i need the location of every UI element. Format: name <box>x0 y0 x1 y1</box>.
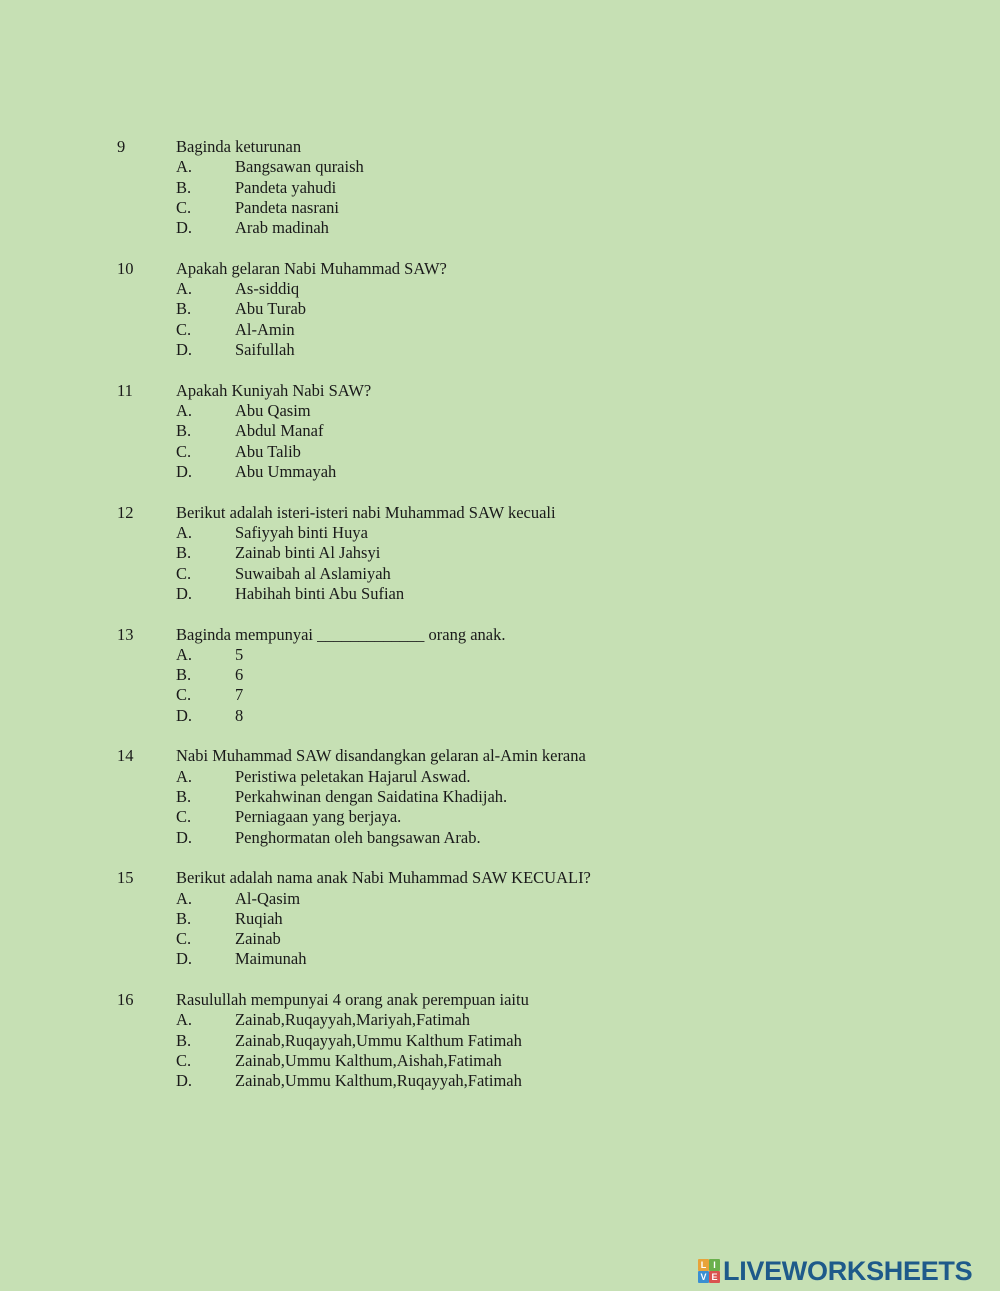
option-letter: B. <box>176 665 192 685</box>
option-a[interactable] <box>0 645 1000 665</box>
question-line <box>0 503 1000 523</box>
question-number: 13 <box>117 624 134 644</box>
option-letter: B. <box>176 177 192 197</box>
question-line <box>0 381 1000 401</box>
option-letter: C. <box>176 1051 192 1071</box>
option-c[interactable] <box>0 442 1000 462</box>
option-text: 7 <box>235 685 244 705</box>
option-text: Abdul Manaf <box>235 421 324 441</box>
question-line <box>0 625 1000 645</box>
option-b[interactable] <box>0 543 1000 563</box>
option-text: Pandeta yahudi <box>235 177 337 197</box>
option-a[interactable] <box>0 889 1000 909</box>
question-number: 16 <box>117 990 134 1010</box>
option-text: Zainab,Ummu Kalthum,Aishah,Fatimah <box>235 1051 502 1071</box>
option-text: Arab madinah <box>235 218 329 238</box>
option-text: 8 <box>235 705 244 725</box>
option-a[interactable] <box>0 1010 1000 1030</box>
option-d[interactable] <box>0 584 1000 604</box>
option-a[interactable] <box>0 767 1000 787</box>
question-text: Nabi Muhammad SAW disandangkan gelaran al-Amin kerana <box>176 746 586 766</box>
option-d[interactable] <box>0 340 1000 360</box>
option-a[interactable] <box>0 279 1000 299</box>
option-text: Pandeta nasrani <box>235 197 340 217</box>
question-15 <box>0 868 1000 969</box>
liveworksheets-logo[interactable] <box>698 1256 972 1286</box>
question-11 <box>0 381 1000 482</box>
option-b[interactable] <box>0 665 1000 685</box>
logo-icon-letter-e: E <box>709 1271 720 1283</box>
question-13 <box>0 625 1000 726</box>
option-letter: B. <box>176 1030 192 1050</box>
logo-icon-letter-i: I <box>709 1259 720 1271</box>
option-b[interactable] <box>0 787 1000 807</box>
question-number: 14 <box>117 746 134 766</box>
option-d[interactable] <box>0 462 1000 482</box>
option-letter: C. <box>176 197 192 217</box>
question-line <box>0 259 1000 279</box>
option-letter: D. <box>176 949 193 969</box>
option-text: Peristiwa peletakan Hajarul Aswad. <box>235 766 471 786</box>
option-letter: A. <box>176 157 193 177</box>
option-letter: D. <box>176 583 193 603</box>
option-letter: B. <box>176 543 192 563</box>
question-14 <box>0 746 1000 847</box>
option-d[interactable] <box>0 706 1000 726</box>
option-b[interactable] <box>0 178 1000 198</box>
option-text: Habihah binti Abu Sufian <box>235 583 405 603</box>
option-letter: C. <box>176 685 192 705</box>
option-letter: D. <box>176 1071 193 1091</box>
question-9 <box>0 137 1000 238</box>
option-letter: B. <box>176 421 192 441</box>
option-d[interactable] <box>0 218 1000 238</box>
question-12 <box>0 503 1000 604</box>
question-line <box>0 990 1000 1010</box>
option-text: Maimunah <box>235 949 307 969</box>
option-text: As-siddiq <box>235 279 300 299</box>
question-line <box>0 868 1000 888</box>
option-letter: A. <box>176 888 193 908</box>
logo-text: LIVEWORKSHEETS <box>723 1255 973 1286</box>
option-text: Zainab,Ummu Kalthum,Ruqayyah,Fatimah <box>235 1071 522 1091</box>
option-letter: A. <box>176 522 193 542</box>
option-a[interactable] <box>0 401 1000 421</box>
option-text: Al-Qasim <box>235 888 301 908</box>
option-text: 6 <box>235 665 244 685</box>
question-text: Baginda keturunan <box>176 137 302 156</box>
option-c[interactable] <box>0 685 1000 705</box>
option-text: 5 <box>235 644 244 664</box>
question-number: 9 <box>117 137 126 156</box>
option-letter: C. <box>176 563 192 583</box>
question-text: Apakah gelaran Nabi Muhammad SAW? <box>176 258 447 278</box>
option-text: Abu Turab <box>235 299 307 319</box>
question-number: 11 <box>117 380 133 400</box>
option-text: Safiyyah binti Huya <box>235 522 368 542</box>
option-b[interactable] <box>0 299 1000 319</box>
option-text: Saifullah <box>235 340 295 360</box>
question-text: Apakah Kuniyah Nabi SAW? <box>176 380 372 400</box>
question-line <box>0 746 1000 766</box>
option-c[interactable] <box>0 929 1000 949</box>
option-text: Zainab,Ruqayyah,Mariyah,Fatimah <box>235 1010 471 1030</box>
option-b[interactable] <box>0 421 1000 441</box>
logo-icon-letter-l: L <box>698 1259 709 1271</box>
option-letter: A. <box>176 1010 193 1030</box>
option-c[interactable] <box>0 198 1000 218</box>
option-text: Bangsawan quraish <box>235 157 364 177</box>
option-letter: C. <box>176 929 192 949</box>
option-letter: A. <box>176 766 193 786</box>
option-d[interactable] <box>0 828 1000 848</box>
option-c[interactable] <box>0 320 1000 340</box>
logo-icon-letter-v: V <box>698 1271 709 1283</box>
option-d[interactable] <box>0 1071 1000 1091</box>
option-b[interactable] <box>0 909 1000 929</box>
option-text: Ruqiah <box>235 908 283 928</box>
option-letter: C. <box>176 441 192 461</box>
option-b[interactable] <box>0 1031 1000 1051</box>
worksheet <box>0 137 1000 1112</box>
question-text: Berikut adalah isteri-isteri nabi Muhammad SAW kecuali <box>176 502 556 522</box>
option-text: Zainab binti Al Jahsyi <box>235 543 381 563</box>
option-text: Penghormatan oleh bangsawan Arab. <box>235 827 481 847</box>
option-text: Abu Qasim <box>235 401 311 421</box>
question-number: 15 <box>117 868 134 888</box>
option-letter: D. <box>176 827 193 847</box>
option-letter: A. <box>176 644 193 664</box>
question-text: Baginda mempunyai _____________ orang anak. <box>176 624 506 644</box>
option-letter: D. <box>176 461 193 481</box>
option-text: Perkahwinan dengan Saidatina Khadijah. <box>235 786 508 806</box>
option-letter: A. <box>176 401 193 421</box>
option-text: Zainab,Ruqayyah,Ummu Kalthum Fatimah <box>235 1030 522 1050</box>
option-c[interactable] <box>0 564 1000 584</box>
option-letter: C. <box>176 807 192 827</box>
option-letter: D. <box>176 705 193 725</box>
option-c[interactable] <box>0 1051 1000 1071</box>
option-text: Abu Talib <box>235 441 301 461</box>
option-d[interactable] <box>0 949 1000 969</box>
question-number: 12 <box>117 502 134 522</box>
liveworksheets-logo-icon <box>698 1259 720 1283</box>
option-a[interactable] <box>0 157 1000 177</box>
option-text: Al-Amin <box>235 319 295 339</box>
question-text: Berikut adalah nama anak Nabi Muhammad SAW KECUALI? <box>176 868 591 888</box>
question-text: Rasulullah mempunyai 4 orang anak perempuan iaitu <box>176 990 529 1010</box>
option-letter: D. <box>176 340 193 360</box>
option-letter: C. <box>176 319 192 339</box>
option-text: Zainab <box>235 929 281 949</box>
option-c[interactable] <box>0 807 1000 827</box>
question-16 <box>0 990 1000 1091</box>
option-letter: B. <box>176 786 192 806</box>
option-letter: A. <box>176 279 193 299</box>
question-10 <box>0 259 1000 360</box>
question-line <box>0 137 1000 157</box>
option-a[interactable] <box>0 523 1000 543</box>
option-text: Abu Ummayah <box>235 461 337 481</box>
option-letter: D. <box>176 218 193 238</box>
option-letter: B. <box>176 299 192 319</box>
option-letter: B. <box>176 908 192 928</box>
option-text: Suwaibah al Aslamiyah <box>235 563 391 583</box>
question-number: 10 <box>117 258 134 278</box>
option-text: Perniagaan yang berjaya. <box>235 807 402 827</box>
